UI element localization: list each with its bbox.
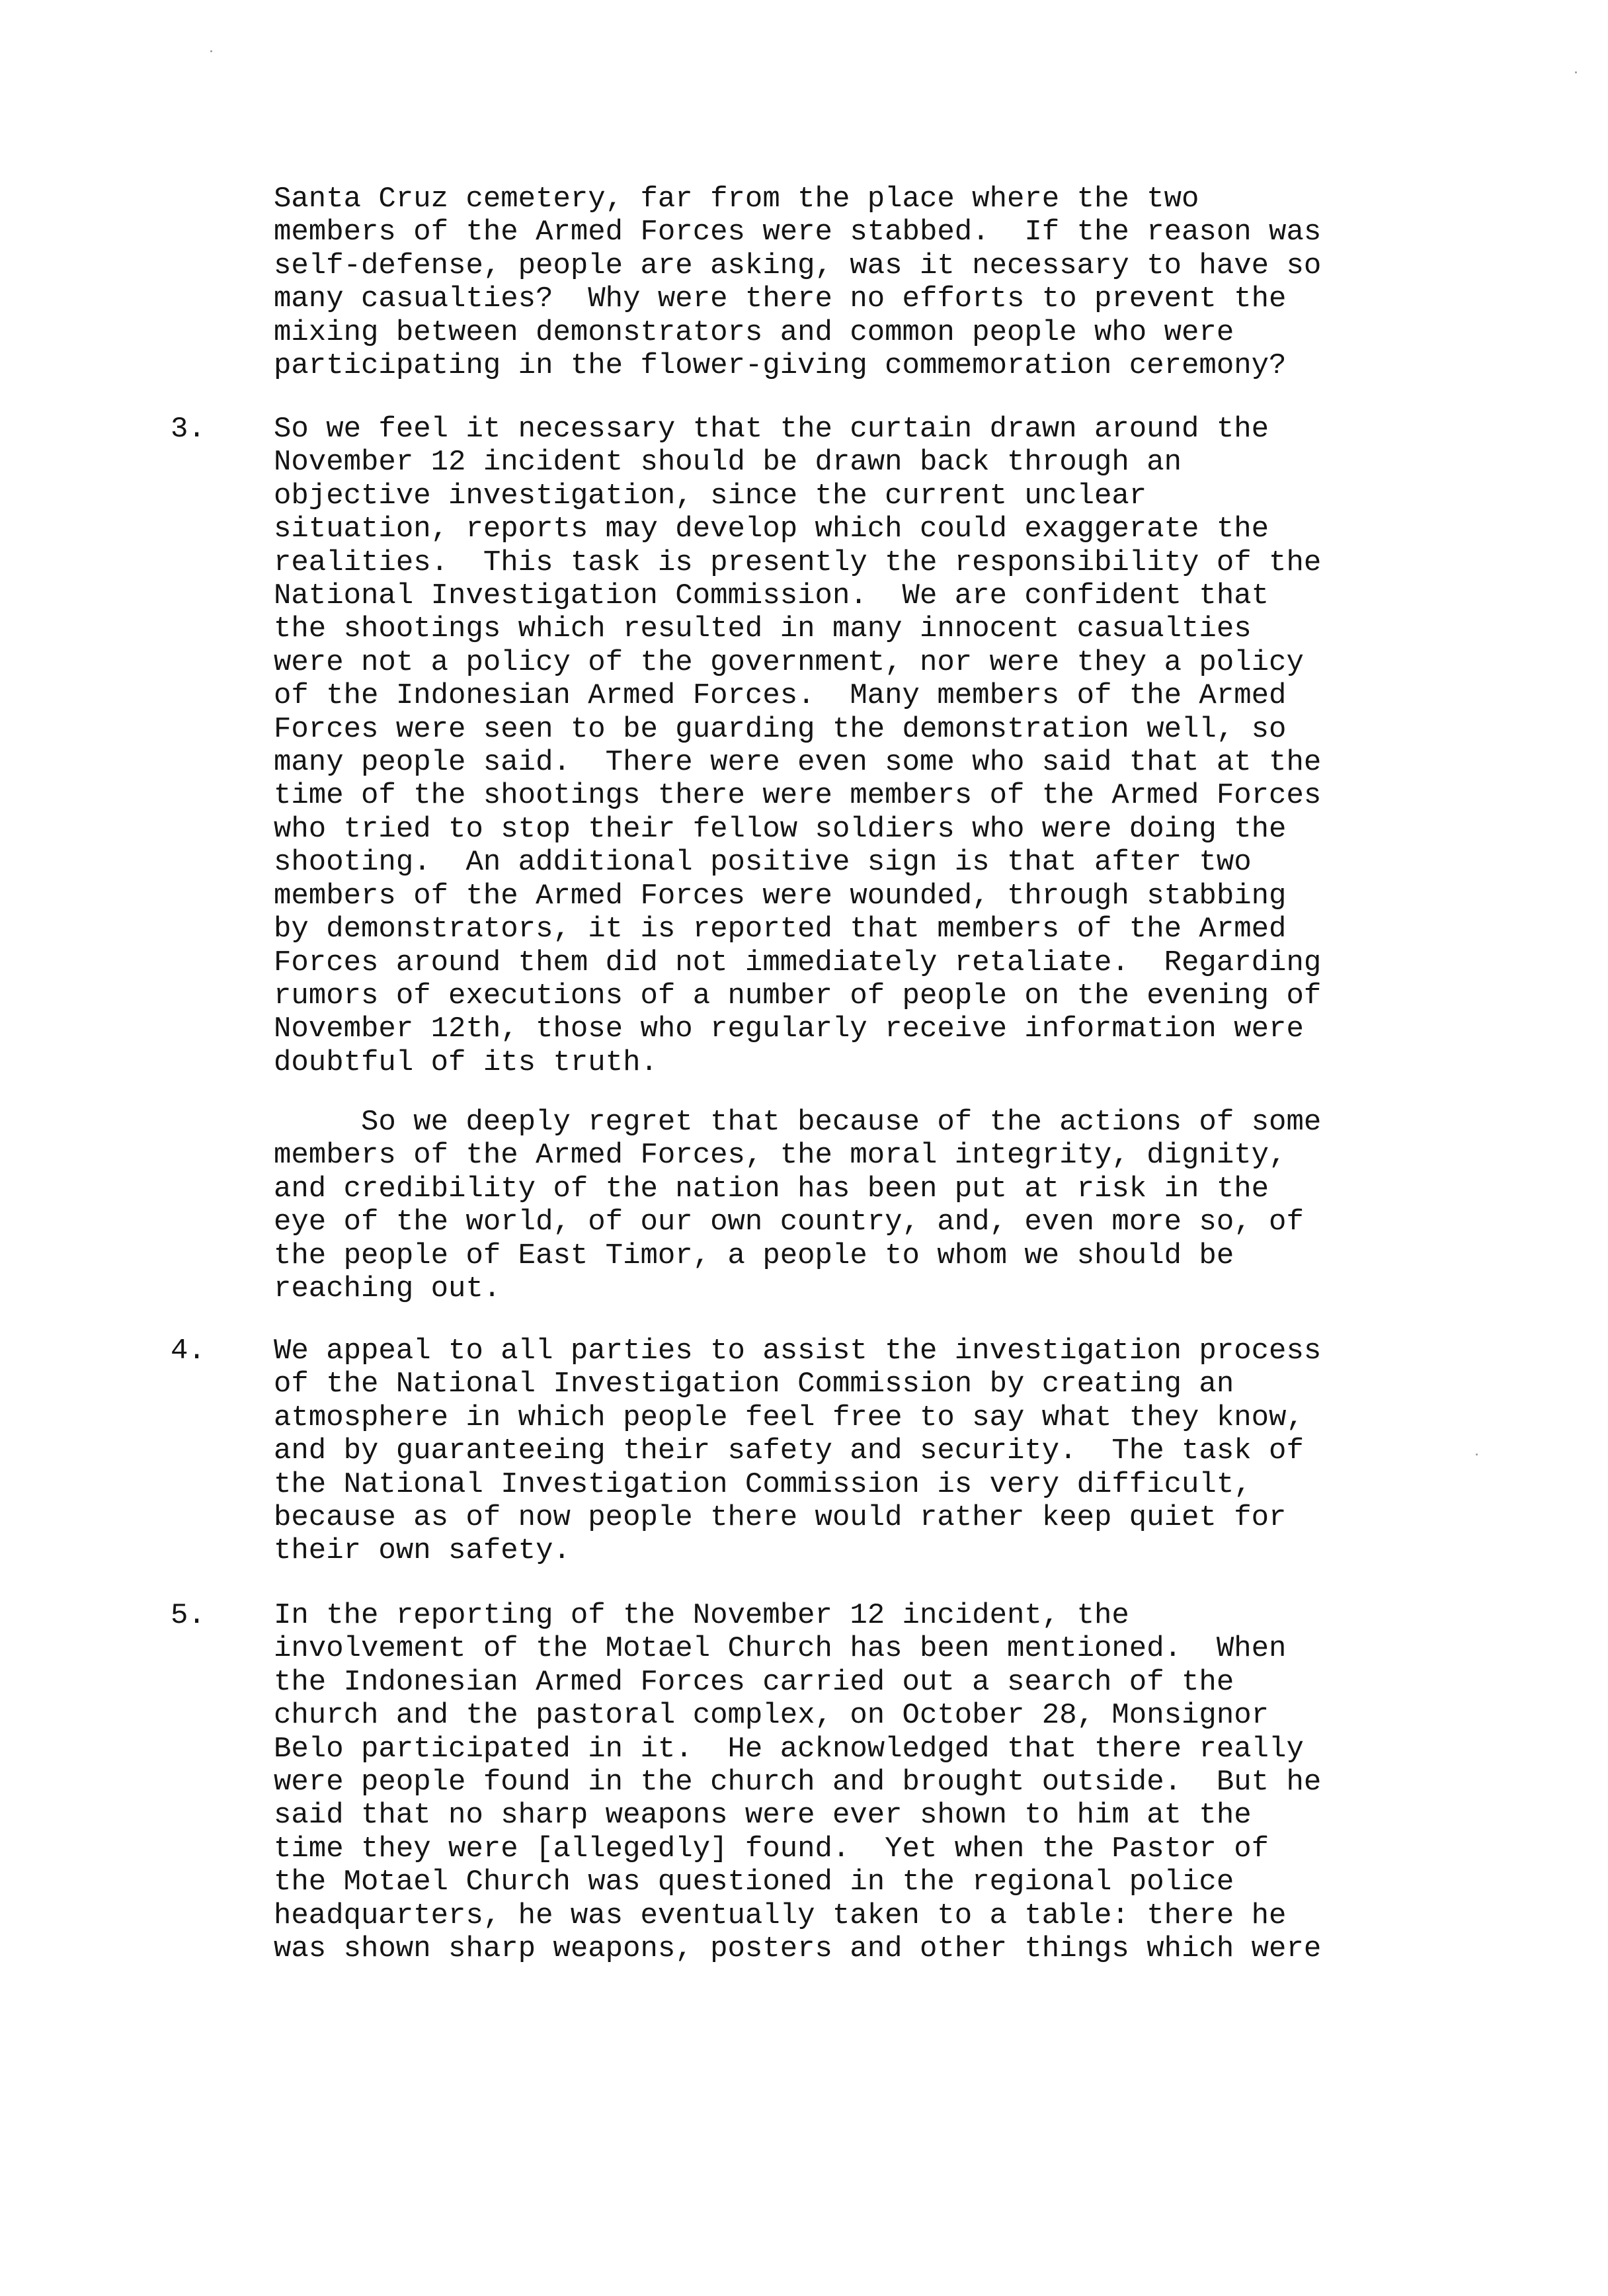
scan-speck: [210, 50, 212, 52]
item-5-paragraph: In the reporting of the November 12 incident, the involvement of the Motael Church has been mentioned. When the Indonesian Armed Forces carried out a search of the church and the pastoral complex, on October 28, Monsignor Belo participated in it. He acknowledged that there really were people found in the church and brought outside. But he said that no sharp weapons were ever shown to him at the time they were [allegedly] found. Yet when the Pastor of the Motael Church was questioned in the regional police headquarters, he was eventually taken to a table: there he was shown sharp weapons, posters and other things which were: [274, 1599, 1322, 1966]
item-4-paragraph: We appeal to all parties to assist the investigation process of the National Investigation Commission by creating an atmosphere in which people feel free to say what they know, and by guaranteeing their safety and security. The task of the National Investigation Commission is very difficult, because as of now people there would rather keep quiet for their own safety.: [274, 1334, 1322, 1568]
scan-speck: [1575, 71, 1577, 73]
item-3-paragraph-1: So we feel it necessary that the curtain drawn around the November 12 incident should be drawn back through an objective investigation, since the current unclear situation, reports may develop which could exaggerate the realities. This task is presently the responsibility of the National Investigation Commission. We are confident that the shootings which resulted in many innocent casualties were not a policy of the government, nor were they a policy of the Indonesian Armed Forces. Many members of the Armed Forces were seen to be guarding the demonstration well, so many people said. There were even some who said that at the time of the shootings there were members of the Armed Forces who tried to stop their fellow soldiers who were doing the shooting. An additional positive sign is that after two members of the Armed Forces were wounded, through stabbing by demonstrators, it is reported that members of the Armed Forces around them did not immediately retaliate. Regarding rumors of executions of a number of people on the evening of November 12th, those who regularly receive information were doubtful of its truth.: [274, 413, 1322, 1079]
item-number-3: 3.: [171, 413, 206, 446]
item-number-4: 4.: [171, 1334, 206, 1368]
item-number-5: 5.: [171, 1599, 206, 1632]
scan-speck: [1476, 1454, 1478, 1456]
item-3-paragraph-2: So we deeply regret that because of the actions of some members of the Armed Forces, the moral integrity, dignity, and credibility of the nation has been put at risk in the eye of the world, of our own country, and, even more so, of the people of East Timor, a people to whom we should be reaching out.: [274, 1106, 1322, 1306]
continuation-paragraph: Santa Cruz cemetery, far from the place where the two members of the Armed Forces were stabbed. If the reason was self-defense, people are asking, was it necessary to have so many casualties? Why were there no efforts to prevent the mixing between demonstrators and common people who were participating in the flower-giving commemoration ceremony?: [274, 183, 1322, 383]
